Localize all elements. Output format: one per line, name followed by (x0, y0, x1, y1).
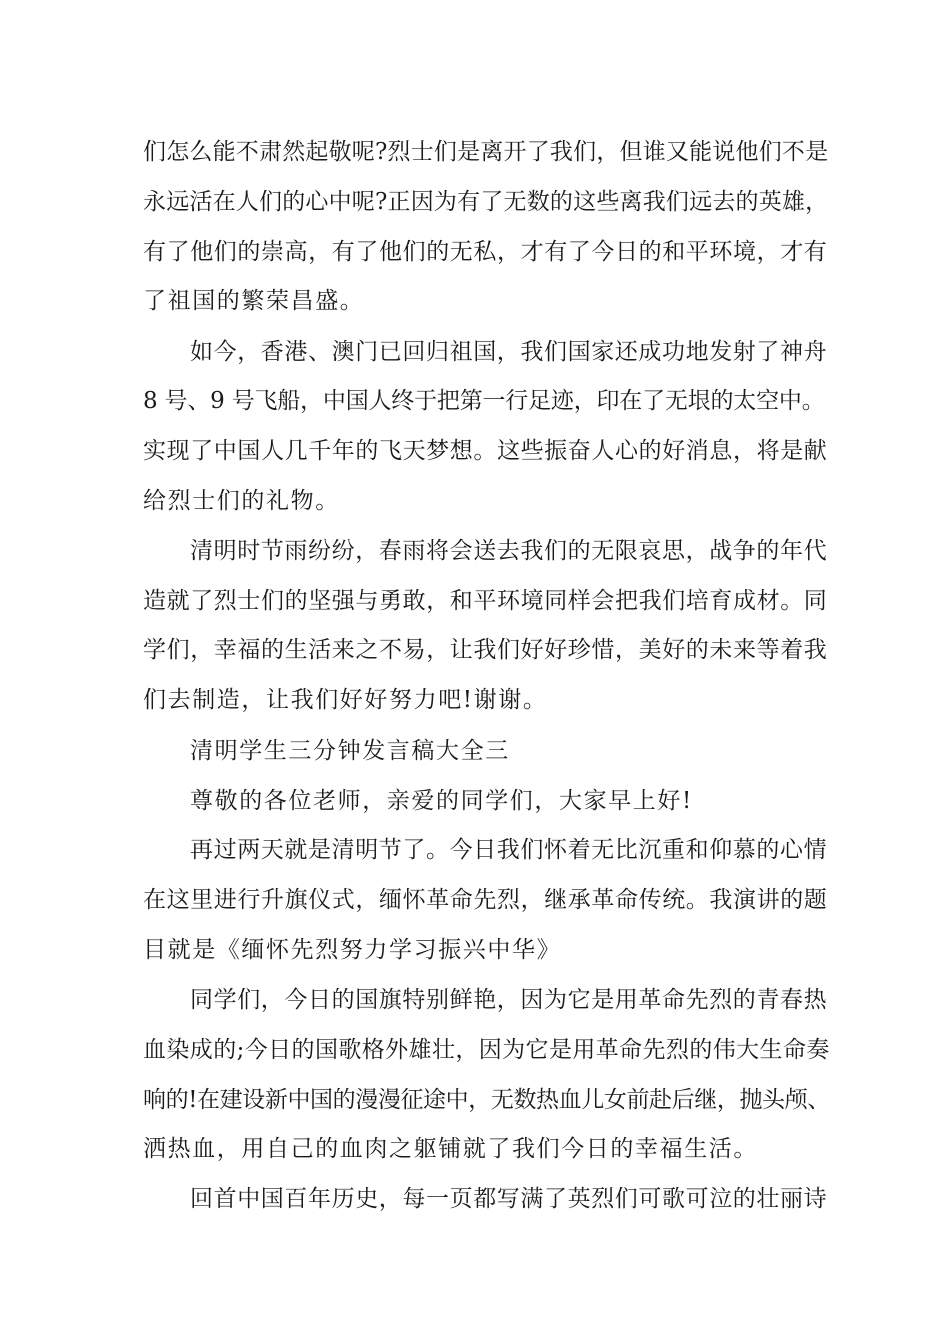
text-line: 有了他们的崇高，有了他们的无私，才有了今日的和平环境，才有 (143, 239, 828, 265)
text-line: 响的!在建设新中国的漫漫征途中，无数热血儿女前赴后继，抛头颅、 (143, 1087, 830, 1113)
section-heading: 清明学生三分钟发言稿大全三 (190, 738, 510, 764)
text-line: 8 号、9 号飞船，中国人终于把第一行足迹，印在了无垠的太空中。 (143, 388, 825, 414)
text-line: 学们，幸福的生活来之不易，让我们好好珍惜，美好的未来等着我 (143, 637, 828, 663)
text-line: 永远活在人们的心中呢?正因为有了无数的这些离我们远去的英雄， (143, 189, 829, 215)
paragraph-start-line: 再过两天就是清明节了。今日我们怀着无比沉重和仰慕的心情 (190, 837, 828, 863)
text-line: 实现了中国人几千年的飞天梦想。这些振奋人心的好消息，将是献 (143, 438, 828, 464)
text-line: 们怎么能不肃然起敬呢?烈士们是离开了我们，但谁又能说他们不是 (143, 139, 829, 165)
text-line: 洒热血，用自己的血肉之躯铺就了我们今日的幸福生活。 (143, 1136, 758, 1162)
paragraph-start-line: 同学们，今日的国旗特别鲜艳，因为它是用革命先烈的青春热 (190, 987, 828, 1013)
text-line: 目就是《缅怀先烈努力学习振兴中华》 (143, 937, 562, 963)
text-line: 了祖国的繁荣昌盛。 (143, 288, 365, 314)
text-line: 造就了烈士们的坚强与勇敢，和平环境同样会把我们培育成材。同 (143, 588, 828, 614)
paragraph-start-line: 清明时节雨纷纷，春雨将会送去我们的无限哀思，战争的年代 (190, 538, 828, 564)
text-line: 给烈士们的礼物。 (143, 488, 340, 514)
paragraph-start-line: 回首中国百年历史，每一页都写满了英烈们可歌可泣的壮丽诗 (190, 1186, 828, 1212)
text-line: 血染成的;今日的国歌格外雄壮，因为它是用革命先烈的伟大生命奏 (143, 1037, 830, 1063)
paragraph-start-line: 如今，香港、澳门已回归祖国，我们国家还成功地发射了神舟 (190, 339, 828, 365)
text-line: 们去制造，让我们好好努力吧!谢谢。 (143, 687, 548, 713)
text-line: 在这里进行升旗仪式，缅怀革命先烈，继承革命传统。我演讲的题 (143, 887, 828, 913)
salutation-line: 尊敬的各位老师，亲爱的同学们，大家早上好! (190, 788, 693, 814)
